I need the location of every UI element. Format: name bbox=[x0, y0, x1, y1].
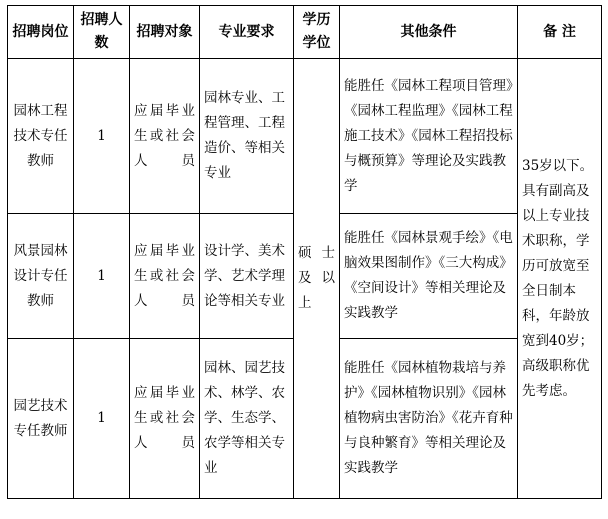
position-cell: 园林工程技术专任教师 bbox=[8, 59, 74, 214]
major-cell: 设计学、美术学、艺术学理论等相关专业 bbox=[200, 214, 294, 339]
header-major: 专业要求 bbox=[200, 6, 294, 59]
degree-cell: 硕士及以上 bbox=[294, 59, 340, 499]
other-conditions-cell: 能胜任《园林植物栽培与养护》《园林植物识别》《园林植物病虫害防治》《花卉育种与良种繁育》等相关理论及实践教学 bbox=[340, 339, 518, 499]
table-row bbox=[8, 59, 602, 214]
count-cell: 1 bbox=[74, 339, 130, 499]
count-cell: 1 bbox=[74, 214, 130, 339]
other-conditions-cell: 能胜任《园林工程项目管理》《园林工程监理》《园林工程施工技术》《园林工程招投标与概预算》等理论及实践教学 bbox=[340, 59, 518, 214]
header-other: 其他条件 bbox=[340, 6, 518, 59]
position-cell: 风景园林设计专任教师 bbox=[8, 214, 74, 339]
major-cell: 园林专业、工程管理、工程造价、等相关专业 bbox=[200, 59, 294, 214]
other-conditions-cell: 能胜任《园林景观手绘》《电脑效果图制作》《三大构成》《空间设计》等相关理论及实践教学 bbox=[340, 214, 518, 339]
header-degree: 学历学位 bbox=[294, 6, 340, 59]
target-cell: 应届毕业生或社会人员 bbox=[130, 339, 200, 499]
major-cell: 园林、园艺技术、林学、农学、生态学、农学等相关专业 bbox=[200, 339, 294, 499]
header-position: 招聘岗位 bbox=[8, 6, 74, 59]
target-cell: 应届毕业生或社会人员 bbox=[130, 214, 200, 339]
header-remark: 备 注 bbox=[518, 6, 602, 59]
table-header-row bbox=[8, 6, 602, 59]
recruitment-table bbox=[7, 5, 602, 499]
header-target: 招聘对象 bbox=[130, 6, 200, 59]
count-cell: 1 bbox=[74, 59, 130, 214]
target-cell: 应届毕业生或社会人员 bbox=[130, 59, 200, 214]
position-cell: 园艺技术专任教师 bbox=[8, 339, 74, 499]
header-count: 招聘人数 bbox=[74, 6, 130, 59]
remark-cell: 35岁以下。具有副高及以上专业技术职称，学历可放宽至全日制本科，年龄放宽到40岁；高级职称优先考虑。 bbox=[518, 59, 602, 499]
